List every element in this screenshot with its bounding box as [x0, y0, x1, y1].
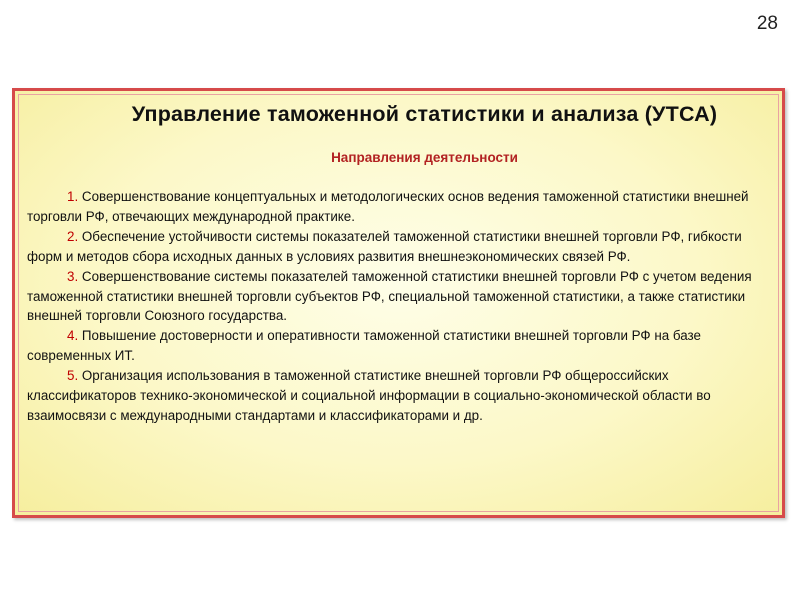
item-text: Обеспечение устойчивости системы показателей таможенной статистики внешней торговли РФ, гибкости форм и методов сбора исходных данных в условиях развития внешнеэкономических связей РФ.	[27, 228, 742, 264]
list-item	[27, 227, 770, 267]
item-text: Совершенствование системы показателей таможенной статистики внешней торговли РФ с учетом ведения таможенной статистики внешней торговли субъектов РФ, специальной таможенной статистики, а также статистики внешней торговли Союзного государства.	[27, 268, 752, 324]
activity-list	[27, 187, 770, 426]
list-item	[27, 267, 770, 327]
section-subtitle: Направления деятельности	[331, 150, 518, 165]
item-text: Совершенствование концептуальных и методологических основ ведения таможенной статистики внешней торговли РФ, отвечающих международной практике.	[27, 189, 749, 224]
item-number: 2.	[67, 228, 79, 244]
content-panel	[12, 88, 785, 518]
page-number: 28	[756, 13, 778, 34]
list-item	[27, 187, 770, 227]
item-text: Организация использования в таможенной статистике внешней торговли РФ общероссийских классификаторов технико-экономической и социальной информации в социально-экономической области во взаимосвязи с международными стандартами и классификаторами и др.	[27, 368, 711, 423]
list-item	[27, 326, 770, 366]
slide-title: Управление таможенной статистики и анализа (УТСА)	[131, 102, 718, 126]
item-number: 5.	[67, 368, 79, 384]
item-number: 4.	[67, 328, 79, 344]
item-text: Повышение достоверности и оперативности таможенной статистики внешней торговли РФ на базе современных ИТ.	[27, 328, 701, 364]
list-item	[27, 366, 770, 426]
item-number: 1.	[67, 189, 79, 204]
item-number: 3.	[67, 268, 79, 284]
